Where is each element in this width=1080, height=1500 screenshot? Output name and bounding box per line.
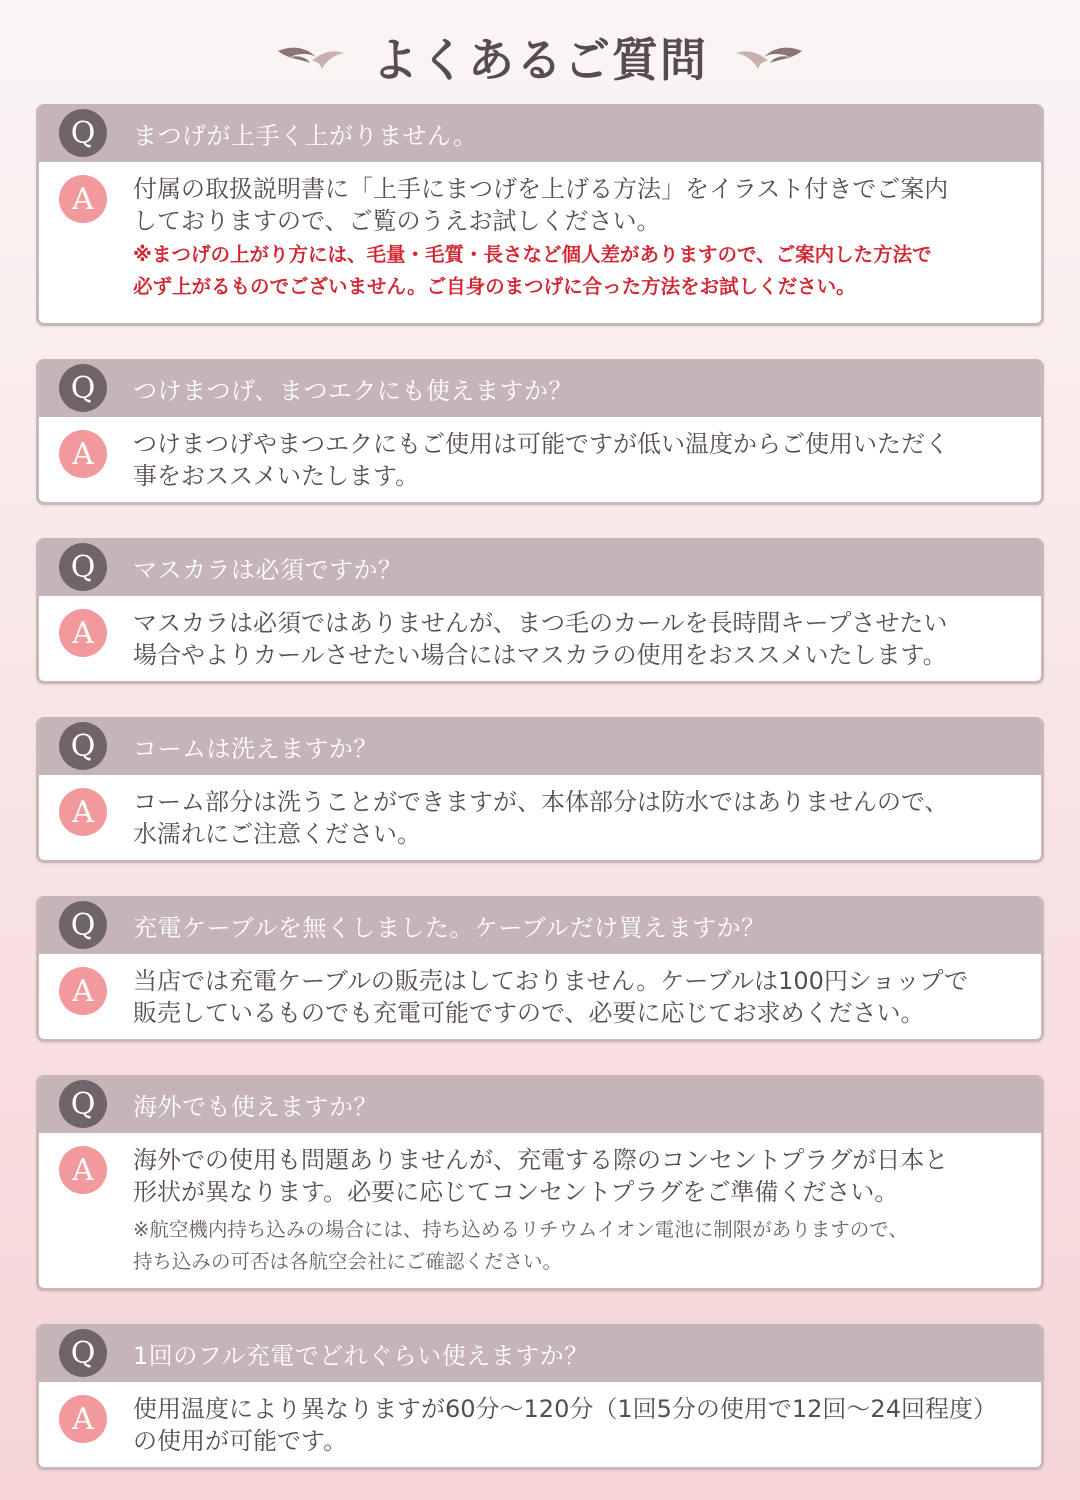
ornament-right-icon: [734, 37, 804, 77]
answer-line: 海外での使用も問題ありませんが、充電する際のコンセントプラグが日本と: [133, 1146, 949, 1174]
question-badge-icon: Q: [59, 364, 107, 412]
answer-line: 事をおススメいたします。: [133, 462, 420, 490]
question-badge-icon: Q: [59, 109, 107, 157]
question-text: つけまつげ、まつエクにも使えますか？: [133, 376, 574, 405]
answer-line: 販売しているものでも充電可能ですので、必要に応じてお求めください。: [133, 999, 925, 1027]
answer-badge-icon: A: [59, 430, 107, 478]
question-text: 1回のフル充電でどれぐらい使えますか？: [133, 1341, 589, 1370]
question-text: 海外でも使えますか？: [133, 1092, 378, 1121]
answer-body: [39, 954, 1041, 1042]
page-title: よくあるご質問: [372, 33, 708, 87]
question-bar: [39, 1324, 1041, 1382]
answer-text: [133, 607, 1011, 671]
answer-text: [133, 173, 1011, 237]
answer-line: コーム部分は洗うことができますが、本体部分は防水ではありませんので、: [133, 788, 949, 816]
faq-item: [36, 1075, 1044, 1291]
question-badge-icon: Q: [59, 901, 107, 949]
faq-item: [36, 538, 1044, 684]
faq-item: [36, 359, 1044, 505]
answer-badge-icon: A: [59, 967, 107, 1015]
answer-body: [39, 775, 1041, 863]
answer-text: [133, 1144, 1011, 1208]
answer-line: つけまつげやまつエクにもご使用は可能ですが低い温度からご使用いただく: [133, 430, 949, 458]
answer-text: [133, 786, 1011, 850]
question-text: 充電ケーブルを無くしました。ケーブルだけ買えますか？: [133, 913, 766, 942]
question-bar: [39, 896, 1041, 954]
ornament-left-icon: [276, 37, 346, 77]
faq-item: [36, 104, 1044, 326]
answer-line: 場合やよりカールさせたい場合にはマスカラの使用をおススメいたします。: [133, 641, 947, 669]
answer-line: 付属の取扱説明書に「上手にまつげを上げる方法」をイラスト付きでご案内: [133, 175, 949, 203]
answer-line: の使用が可能です。: [133, 1427, 348, 1455]
note-line: ※まつげの上がり方には、毛量・毛質・長さなど個人差がありますので、ご案内した方法で: [133, 243, 932, 266]
question-text: マスカラは必須ですか？: [133, 555, 403, 584]
note-line: ※航空機内持ち込みの場合には、持ち込めるリチウムイオン電池に制限がありますので、: [133, 1218, 908, 1241]
question-text: まつげが上手く上がりません。: [133, 121, 478, 150]
answer-badge-icon: A: [59, 1395, 107, 1443]
question-bar: [39, 538, 1041, 596]
answer-text: [133, 428, 1011, 492]
warning-note: [133, 239, 1011, 303]
answer-body: [39, 1133, 1041, 1291]
faq-item: [36, 896, 1044, 1042]
question-badge-icon: Q: [59, 722, 107, 770]
answer-text: [133, 965, 1011, 1029]
answer-line: 使用温度により異なりますが60分～120分（1回5分の使用で12回～24回程度）: [133, 1395, 997, 1423]
answer-badge-icon: A: [59, 788, 107, 836]
answer-body: [39, 162, 1041, 317]
question-badge-icon: Q: [59, 1080, 107, 1128]
question-text: コームは洗えますか？: [133, 734, 378, 763]
question-bar: [39, 1075, 1041, 1133]
answer-line: しておりますので、ご覧のうえお試しください。: [133, 207, 661, 235]
faq-item: [36, 1324, 1044, 1470]
answer-body: [39, 596, 1041, 684]
question-badge-icon: Q: [59, 543, 107, 591]
answer-badge-icon: A: [59, 175, 107, 223]
faq-item: [36, 717, 1044, 863]
info-note: [133, 1214, 1011, 1278]
question-bar: [39, 359, 1041, 417]
question-bar: [39, 717, 1041, 775]
answer-line: マスカラは必須ではありませんが、まつ毛のカールを長時間キープさせたい: [133, 609, 948, 637]
note-line: 持ち込みの可否は各航空会社にご確認ください。: [133, 1250, 563, 1273]
answer-line: 当店では充電ケーブルの販売はしておりません。ケーブルは100円ショップで: [133, 967, 969, 995]
answer-line: 形状が異なります。必要に応じてコンセントプラグをご準備ください。: [133, 1178, 899, 1206]
answer-badge-icon: A: [59, 1146, 107, 1194]
note-line: 必ず上がるものでございません。ご自身のまつげに合った方法をお試しください。: [133, 275, 856, 298]
page-header: [0, 22, 1080, 92]
answer-body: [39, 1382, 1041, 1470]
answer-badge-icon: A: [59, 609, 107, 657]
question-badge-icon: Q: [59, 1329, 107, 1377]
question-bar: [39, 104, 1041, 162]
answer-text: [133, 1393, 1011, 1457]
answer-line: 水濡れにご注意ください。: [133, 820, 421, 848]
answer-body: [39, 417, 1041, 505]
